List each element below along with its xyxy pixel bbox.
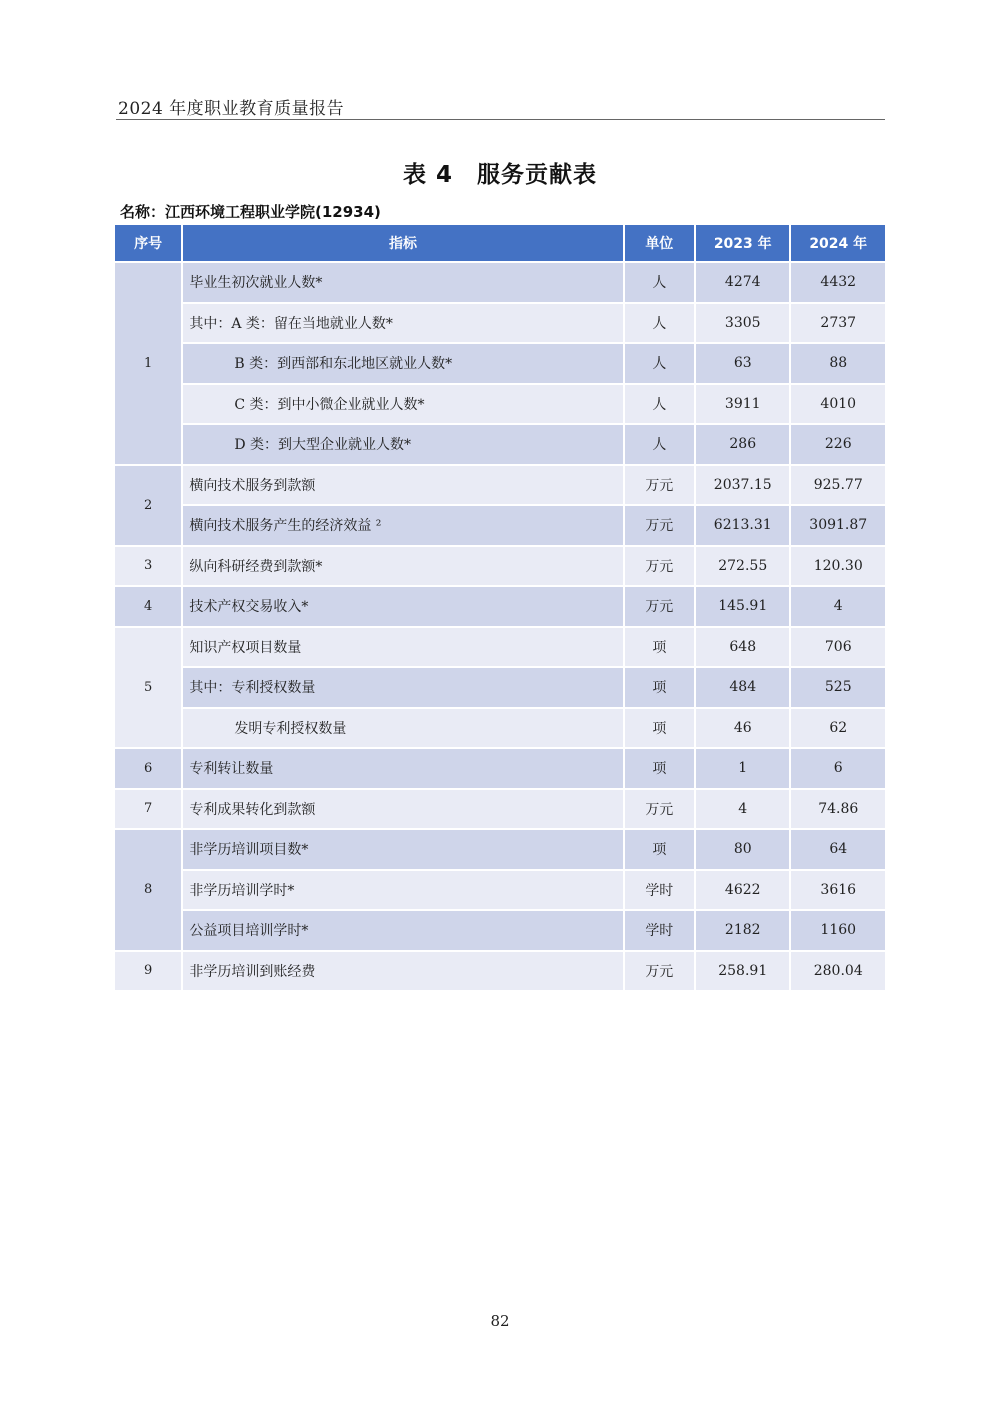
table-row	[115, 466, 885, 505]
value-2023-cell: 3911	[696, 385, 789, 424]
unit-cell: 人	[625, 344, 694, 383]
seq-cell: 1	[115, 263, 181, 464]
table-row	[115, 344, 885, 383]
unit-cell: 人	[625, 385, 694, 424]
value-2023-cell: 4622	[696, 871, 789, 910]
indicator-cell: 横向技术服务产生的经济效益 ²	[183, 506, 622, 545]
table-row	[115, 385, 885, 424]
indicator-cell: 专利转让数量	[183, 749, 622, 788]
value-2024-cell: 3616	[791, 871, 885, 910]
indicator-cell: 非学历培训到账经费	[183, 952, 622, 991]
unit-cell: 万元	[625, 506, 694, 545]
seq-cell: 3	[115, 547, 181, 586]
value-2024-cell: 280.04	[791, 952, 885, 991]
indicator-cell: 非学历培训项目数*	[183, 830, 622, 869]
value-2023-cell: 286	[696, 425, 789, 464]
indicator-cell: 发明专利授权数量	[183, 709, 622, 748]
unit-cell: 万元	[625, 466, 694, 505]
seq-cell: 6	[115, 749, 181, 788]
indicator-cell: B 类：到西部和东北地区就业人数*	[183, 344, 622, 383]
unit-cell: 人	[625, 263, 694, 302]
table-title: 表 4 服务贡献表	[402, 162, 597, 188]
seq-cell: 7	[115, 790, 181, 829]
unit-cell: 人	[625, 425, 694, 464]
value-2024-cell: 226	[791, 425, 885, 464]
value-2023-cell: 484	[696, 668, 789, 707]
value-2024-cell: 1160	[791, 911, 885, 950]
seq-cell: 4	[115, 587, 181, 626]
unit-cell: 项	[625, 628, 694, 667]
unit-cell: 万元	[625, 587, 694, 626]
seq-cell: 8	[115, 830, 181, 950]
indicator-cell: 纵向科研经费到款额*	[183, 547, 622, 586]
value-2024-cell: 2737	[791, 304, 885, 343]
table-row	[115, 506, 885, 545]
indicator-cell: 横向技术服务到款额	[183, 466, 622, 505]
value-2024-cell: 3091.87	[791, 506, 885, 545]
value-2024-cell: 120.30	[791, 547, 885, 586]
table-row	[115, 790, 885, 829]
table-row	[115, 749, 885, 788]
unit-cell: 万元	[625, 790, 694, 829]
value-2023-cell: 6213.31	[696, 506, 789, 545]
indicator-cell: C 类：到中小微企业就业人数*	[183, 385, 622, 424]
table-row	[115, 871, 885, 910]
table-row	[115, 628, 885, 667]
unit-cell: 项	[625, 709, 694, 748]
indicator-cell: 毕业生初次就业人数*	[183, 263, 622, 302]
header-2023: 2023 年	[696, 225, 789, 261]
table-row	[115, 587, 885, 626]
value-2024-cell: 64	[791, 830, 885, 869]
indicator-cell: 专利成果转化到款额	[183, 790, 622, 829]
value-2023-cell: 2182	[696, 911, 789, 950]
value-2023-cell: 80	[696, 830, 789, 869]
table-header-row	[115, 225, 885, 261]
table-row	[115, 547, 885, 586]
value-2024-cell: 4010	[791, 385, 885, 424]
value-2024-cell: 525	[791, 668, 885, 707]
value-2023-cell: 648	[696, 628, 789, 667]
value-2023-cell: 258.91	[696, 952, 789, 991]
value-2024-cell: 4432	[791, 263, 885, 302]
table-row	[115, 911, 885, 950]
header-unit: 单位	[625, 225, 694, 261]
indicator-cell: 其中：专利授权数量	[183, 668, 622, 707]
table-row	[115, 263, 885, 302]
value-2024-cell: 6	[791, 749, 885, 788]
value-2023-cell: 1	[696, 749, 789, 788]
value-2023-cell: 272.55	[696, 547, 789, 586]
value-2023-cell: 145.91	[696, 587, 789, 626]
value-2023-cell: 2037.15	[696, 466, 789, 505]
table-row	[115, 952, 885, 991]
header-seq: 序号	[115, 225, 181, 261]
table-row	[115, 304, 885, 343]
value-2023-cell: 63	[696, 344, 789, 383]
indicator-cell: D 类：到大型企业就业人数*	[183, 425, 622, 464]
unit-cell: 学时	[625, 911, 694, 950]
indicator-cell: 技术产权交易收入*	[183, 587, 622, 626]
value-2024-cell: 706	[791, 628, 885, 667]
header-2024: 2024 年	[791, 225, 885, 261]
unit-cell: 项	[625, 830, 694, 869]
table-row	[115, 830, 885, 869]
value-2024-cell: 88	[791, 344, 885, 383]
service-contribution-table	[113, 223, 887, 992]
unit-cell: 学时	[625, 871, 694, 910]
report-header: 2024 年度职业教育质量报告	[118, 99, 345, 119]
value-2024-cell: 74.86	[791, 790, 885, 829]
table-row	[115, 668, 885, 707]
value-2024-cell: 925.77	[791, 466, 885, 505]
table-row	[115, 709, 885, 748]
value-2024-cell: 4	[791, 587, 885, 626]
unit-cell: 项	[625, 749, 694, 788]
unit-cell: 万元	[625, 547, 694, 586]
seq-cell: 9	[115, 952, 181, 991]
page-number: 82	[490, 1312, 510, 1330]
indicator-cell: 其中：A 类：留在当地就业人数*	[183, 304, 622, 343]
indicator-cell: 公益项目培训学时*	[183, 911, 622, 950]
seq-cell: 2	[115, 466, 181, 545]
indicator-cell: 知识产权项目数量	[183, 628, 622, 667]
value-2023-cell: 46	[696, 709, 789, 748]
seq-cell: 5	[115, 628, 181, 748]
header-divider	[116, 119, 885, 120]
value-2023-cell: 4	[696, 790, 789, 829]
header-indicator: 指标	[183, 225, 622, 261]
table-row	[115, 425, 885, 464]
value-2023-cell: 3305	[696, 304, 789, 343]
value-2023-cell: 4274	[696, 263, 789, 302]
indicator-cell: 非学历培训学时*	[183, 871, 622, 910]
unit-cell: 人	[625, 304, 694, 343]
value-2024-cell: 62	[791, 709, 885, 748]
unit-cell: 万元	[625, 952, 694, 991]
organization-name: 名称：江西环境工程职业学院(12934)	[120, 203, 381, 221]
unit-cell: 项	[625, 668, 694, 707]
